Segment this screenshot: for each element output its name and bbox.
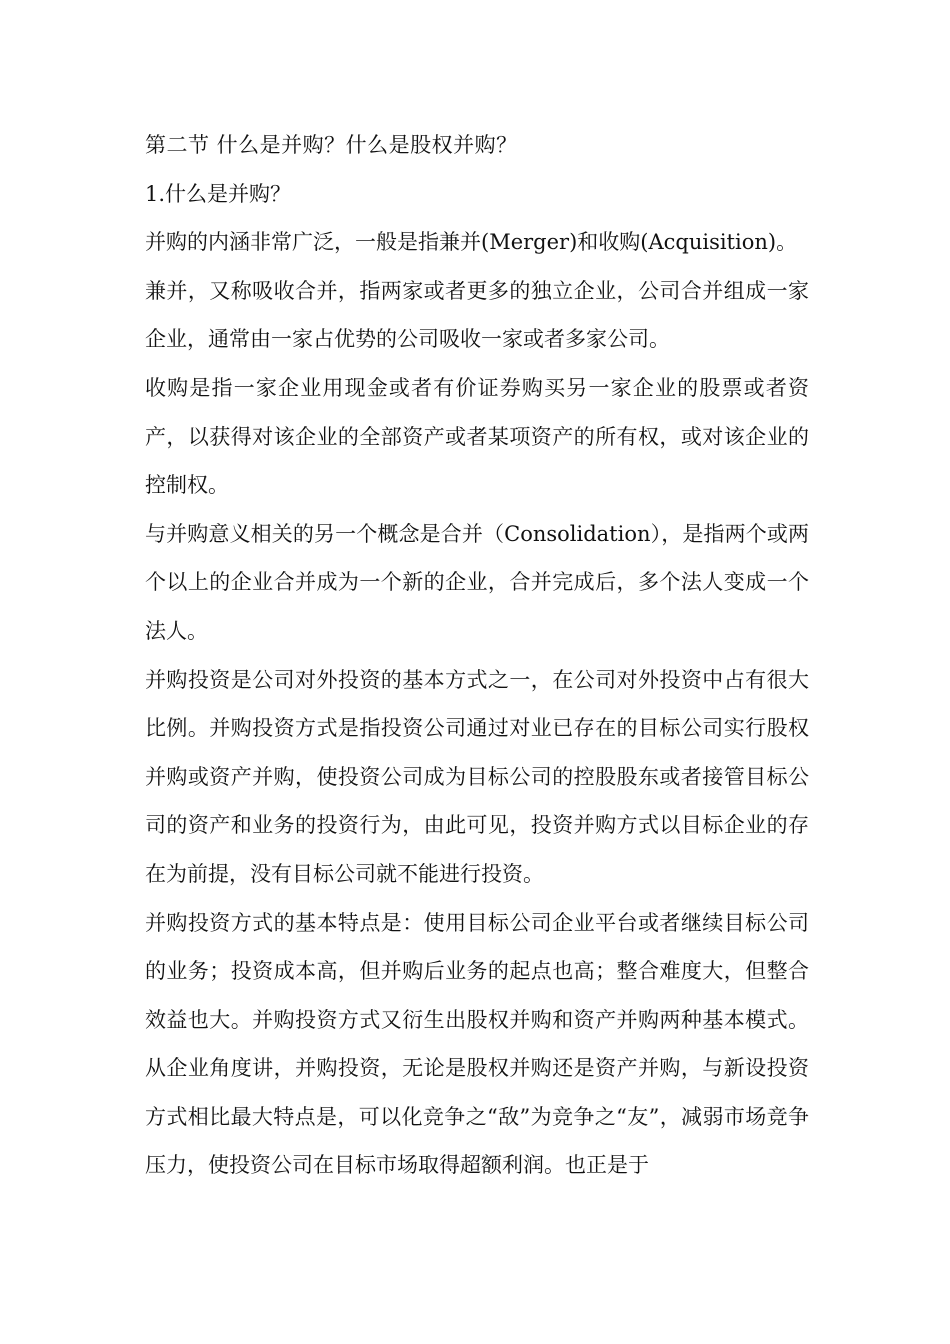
paragraph-acquisition-explanation: 收购是指一家企业用现金或者有价证券购买另一家企业的股票或者资产，以获得对该企业的全部资产或者某项资产的所有权，或对该企业的控制权。 [145,375,809,498]
paragraph-consolidation: 与并购意义相关的另一个概念是合并（Consolidation），是指两个或两个以上的企业合并成为一个新的企业，合并完成后，多个法人变成一个法人。 [145,521,809,643]
document-body [145,121,809,1190]
paragraph-merger-definition: 并购的内涵非常广泛，一般是指兼并(Merger)和收购(Acquisition)。 [145,230,798,255]
paragraph-merger-investment: 并购投资是公司对外投资的基本方式之一，在公司对外投资中占有很大比例。并购投资方式是指投资公司通过对业已存在的目标公司实行股权并购或资产并购，使投资公司成为目标公司的控股股东或者接管目标公司的资产和业务的投资行为，由此可见，投资并购方式以目标企业的存在为前提，没有目标公司就不能进行投资。 [145,667,809,886]
section-title: 第二节 什么是并购？什么是股权并购？ [145,133,518,157]
paragraph-merger-features: 并购投资方式的基本特点是：使用目标公司企业平台或者继续目标公司的业务；投资成本高，但并购后业务的起点也高；整合难度大，但整合效益也大。并购投资方式又衍生出股权并购和资产并购两种基本模式。从企业角度讲，并购投资，无论是股权并购还是资产并购，与新设投资方式相比最大特点是，可以化竞争之“敌”为竞争之“友”，减弱市场竞争压力，使投资公司在目标市场取得超额利润。也正是于 [145,910,809,1178]
subsection-title: 1.什么是并购？ [145,181,292,206]
paragraph-merger-explanation: 兼并，又称吸收合并，指两家或者更多的独立企业，公司合并组成一家企业，通常由一家占优势的公司吸收一家或者多家公司。 [145,278,809,352]
